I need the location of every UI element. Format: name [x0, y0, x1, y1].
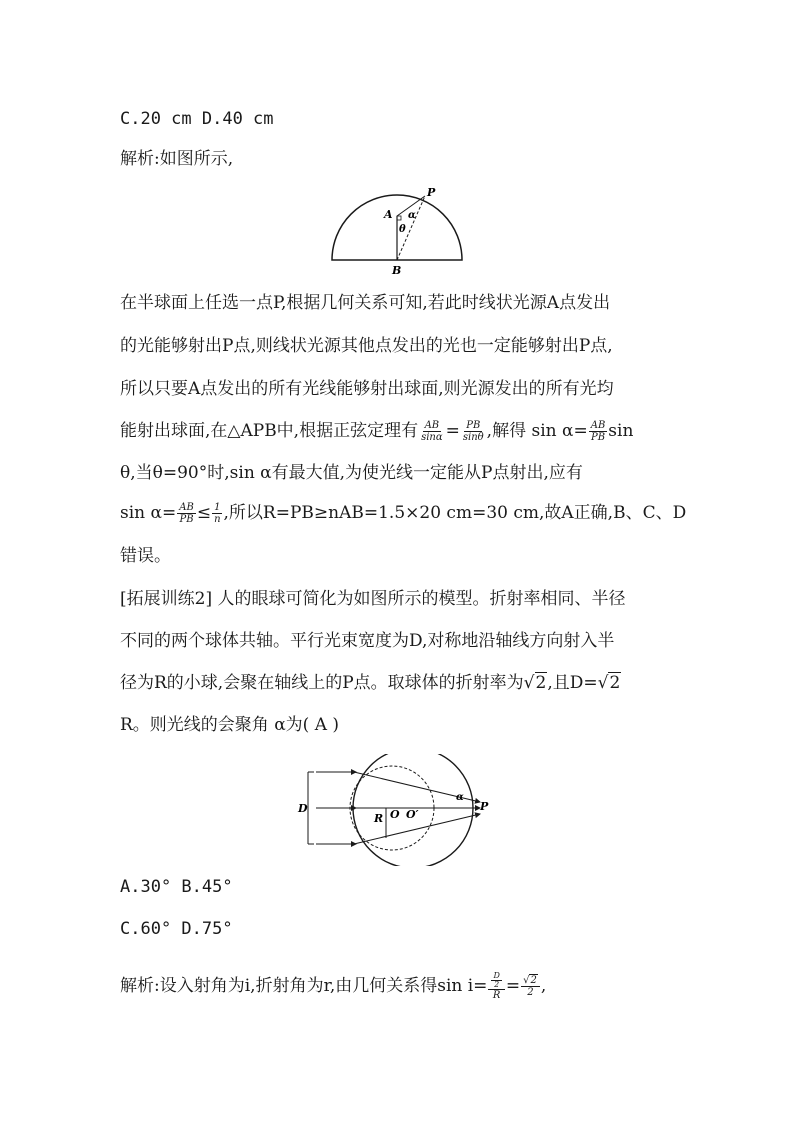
label-alpha: α	[408, 210, 416, 221]
para2-line3: 径为R的小球,会聚在轴线上的P点。取球体的折射率为√2,且D=√2	[120, 673, 621, 693]
para1-line5: θ,当θ=90°时,sin α有最大值,为使光线一定能从P点射出,应有	[120, 463, 583, 483]
para1-line3: 所以只要A点发出的所有光线能够射出球面,则光源发出的所有光均	[120, 379, 614, 399]
options-c-d: C.60° D.75°	[120, 919, 233, 939]
para1-line7: 错误。	[120, 546, 171, 566]
fig2-label-O-prime: O′	[406, 808, 419, 821]
options-c-d-top: C.20 cm D.40 cm	[120, 109, 274, 129]
frac-sqrt2-2: $\frac{√2}{2}$	[521, 975, 540, 998]
fig2-label-D: D	[298, 802, 308, 815]
fig2-label-P: P	[480, 800, 489, 813]
frac-d2-r: $\frac{\frac{D}{2}}{R}$	[488, 972, 504, 1001]
para2-line4: R。则光线的会聚角 α为( A )	[120, 715, 340, 735]
options-a-b: A.30° B.45°	[120, 877, 233, 897]
line4-text-a: 能射出球面,在△APB中,根据正弦定理有	[120, 421, 419, 441]
label-P: P	[427, 186, 436, 199]
frac-pb-sint: $\frac{PB}{\sin\theta}$	[462, 420, 484, 443]
frac-ab-pb-2: $\frac{AB}{PB}$	[179, 502, 194, 525]
label-A: A	[384, 208, 393, 221]
label-theta: θ	[399, 224, 406, 235]
para1-line4: 能射出球面,在△APB中,根据正弦定理有 $\frac{AB}{\sin\alpha}$ = $\frac{PB}{\sin\theta}$ ,解得 sin α= $\frac{AB}{PB}$ sin	[120, 420, 634, 443]
frac-ab-sina: $\frac{AB}{\sin\alpha}$	[421, 420, 443, 443]
para1-line6: sin α= $\frac{AB}{PB}$ ≤ $\frac{1}{n}$ ,所以R=PB≥nAB=1.5×20 cm=30 cm,故A正确,B、C、D	[120, 502, 687, 525]
analysis-label-2: 解析:设入射角为i,折射角为r,由几何关系得sin i= $\frac{\frac{D}{2}}{R}$ = $\frac{√2}{2}$ ,	[120, 971, 547, 1001]
fig2-label-O: O	[390, 808, 400, 821]
label-B: B	[392, 264, 402, 276]
para1-line1: 在半球面上任选一点P,根据几何关系可知,若此时线状光源A点发出	[120, 293, 611, 313]
hemisphere-figure	[326, 184, 468, 276]
para1-line2: 的光能够射出P点,则线状光源其他点发出的光也一定能够射出P点,	[120, 336, 613, 356]
analysis-label-1: 解析:如图所示,	[120, 149, 234, 169]
eyeball-figure	[296, 754, 500, 866]
frac-1-n: $\frac{1}{n}$	[214, 502, 221, 525]
fig2-label-alpha: α	[456, 792, 464, 803]
para2-line2: 不同的两个球体共轴。平行光束宽度为D,对称地沿轴线方向射入半	[120, 631, 615, 651]
para2-line1: [拓展训练2] 人的眼球可简化为如图所示的模型。折射率相同、半径	[120, 589, 626, 609]
fig2-label-R: R	[374, 812, 384, 825]
frac-ab-pb: $\frac{AB}{PB}$	[590, 420, 606, 443]
